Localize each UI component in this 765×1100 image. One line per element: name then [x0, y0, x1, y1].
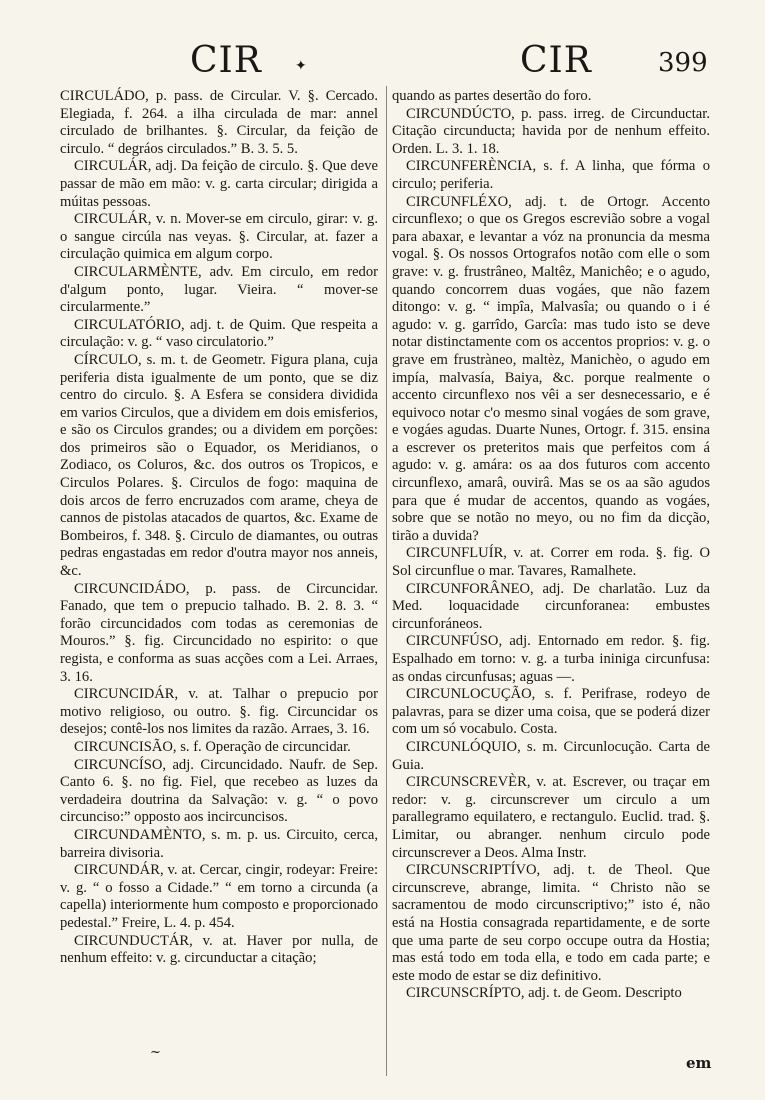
dictionary-entry: CIRCULÁDO, p. pass. de Circular. V. §. Cercado. Elegiada, f. 264. a ilha circulada de mar: annel circulado de brilhantes. §. Circular, da feição de circulo. “ degráos circulados.” B. 3. 5. 5. [60, 88, 378, 157]
dictionary-entry: CIRCUNDÁR, v. at. Cercar, cingir, rodeyar: Freire: v. g. “ o fosso a Cidade.” “ em torno a circunda (a capella) interiormente hum composto e proporcionado pedestal.” Freire, L. 4. p. 454. [60, 862, 378, 931]
dictionary-entry: CIRCULATÓRIO, adj. t. de Quim. Que respeita a circulação: v. g. “ vaso circulatorio.” [60, 316, 378, 351]
dictionary-entry: CIRCUNSCRIPTÍVO, adj. t. de Theol. Que circunscreve, abrange, limita. “ Christo não se sacramentou de modo circunscriptivo;” isto é, não está na Hostia consagrada repartidamente, e de sorte que uma parte de seu corpo occupe outra da Hostia; mas está todo em toda ella, e todo em cada parte; e este modo de estar se diz definitivo. [392, 862, 710, 984]
dictionary-entry: CIRCUNLOCUÇÃO, s. f. Perifrase, rodeyo de palavras, para se dizer uma coisa, que se poderá dizer com um só vocabulo. Costa. [392, 686, 710, 738]
running-head-left: CIR [190, 40, 262, 81]
dictionary-entry: CÍRCULO, s. m. t. de Geometr. Figura plana, cuja periferia dista igualmente de um ponto, que se diz centro do circulo. §. A Esfera se considera dividida em varios Circulos, que a dividem em dois emisferios, e são os Circulos grandes; ou a dividem em porções: dos primeiros são o Equador, os Meridianos, o Zodiaco, os Coluros, &c. dos outros os Tropicos, e Circulos Polares. §. Circulos de fogo: maquina de dois arcos de ferro encruzados com arame, cheya de cannos de pistolas atacados de quartos, &c. Exame de Bombeiros, f. 348. §. Circulo de diamantes, ou outras pedras engastadas em redor d'outra mayor nos anneis, &c. [60, 351, 378, 580]
dictionary-entry: CIRCUNFLÉXO, adj. t. de Ortogr. Accento circunflexo; o que os Gregos escrevião sobre a vogal para abaxar, e levantar a vóz na pronuncia da mesma vogal. §. Os nossos Ortografos notão com elle o som grave: v. g. frustrâneo, Maltêz, Manichêo; e o agudo, quando concorrem duas vogáes, que não fazem ditongo: v. g. “ impîa, Malvasîa; ou quando o i é agudo: v. g. garrîdo, Garcîa: mas tudo isto se deve notar distinctamente com os accentos proprios: v. g. o grave em frustràneo, maltèz, Manichèo, o agudo em impía, malvasía, Baiya, &c. porque realmente o accento circunflexo nos vêi a ser desnecessario, e é equivoco notar c'o mesmo sinal vogáes de som grave, e vogáes agudas. Duarte Nunes, Ortogr. f. 315. ensina a escrever os preteritos mais que perfeitos com á agudo: v. g. amára: os aa dos futuros com accento circunflexo, amarâ, ouvirâ. Mas se os aa são agudos para que é mudar de accentos, quando as vogáes, sobre que se notão no meyo, ou no fim da dicção, tirão a duvida? [392, 193, 710, 544]
dictionary-entry: quando as partes desertão do foro. [392, 88, 592, 104]
catchword: em [686, 1054, 712, 1072]
dictionary-entry: CIRCUNCIDÁDO, p. pass. de Circuncidar. Fanado, que tem o prepucio talhado. B. 2. 8. 3. “ forão circuncidados com todas as ceremonias de Mouros.” §. fig. Circuncidado no espirito: o que regista, e conforma as suas acções com a Lei. Arraes, 3. 16. [60, 580, 378, 685]
column-divider [386, 86, 387, 1076]
dictionary-entry: CIRCUNLÓQUIO, s. m. Circunlocução. Carta de Guia. [392, 738, 710, 773]
dictionary-entry: CIRCUNFLUÍR, v. at. Correr em roda. §. fig. O Sol circunflue o mar. Tavares, Ramalhete. [392, 545, 710, 580]
ornament-mark: ✦ [295, 58, 307, 74]
signature-mark: ~ [150, 1045, 161, 1060]
running-head-right: CIR [520, 40, 592, 81]
left-column [60, 88, 378, 968]
dictionary-entry: CIRCUNCÍSO, adj. Circuncidado. Naufr. de Sep. Canto 6. §. no fig. Fiel, que recebeo as luzes da verdadeira doutrina da Salvação: v. g. “ o povo circunciso:” opposto aos incircuncisos. [60, 756, 378, 826]
dictionary-entry: CIRCUNCIDÁR, v. at. Talhar o prepucio por motivo religioso, ou outro. §. fig. Circuncidar os desejos; contê-los nos limites da razão. Arraes, 3. 16. [60, 686, 378, 738]
dictionary-entry: CIRCUNDÚCTO, p. pass. irreg. de Circunductar. Citação circunducta; havida por de nenhum effeito. Orden. L. 3. 1. 18. [392, 105, 710, 157]
dictionary-entry: CIRCULARMÈNTE, adv. Em circulo, em redor d'algum ponto, lugar. Vieira. “ mover-se circularmente.” [60, 263, 378, 316]
dictionary-entry: CIRCUNDUCTÁR, v. at. Haver por nulla, de nenhum effeito: v. g. circunductar a citação; [60, 932, 378, 967]
dictionary-entry: CIRCUNSCREVÈR, v. at. Escrever, ou traçar em redor: v. g. circunscrever um circulo a um parallegramo equilatero, e rectangulo. Euclid. trad. §. Limitar, ou abranger. nenhum circulo pode circunscrever a Deos. Alma Instr. [392, 774, 710, 861]
page-number: 399 [658, 48, 708, 78]
dictionary-entry: CIRCULÁR, adj. Da feição de circulo. §. Que deve passar de mão em mão: v. g. carta circular; dirigida a múitas pessoas. [60, 158, 378, 210]
dictionary-entry: CIRCULÁR, v. n. Mover-se em circulo, girar: v. g. o sangue circúla nas veyas. §. Circular, at. fazer a circulação quimica em algum corpo. [60, 211, 378, 263]
dictionary-entry: CIRCUNFÚSO, adj. Entornado em redor. §. fig. Espalhado em torno: v. g. a turba ininiga circunfusa: as ondas circunfusas; aguas —. [392, 633, 710, 685]
dictionary-entry: CIRCUNSCRÍPTO, adj. t. de Geom. Descripto [406, 985, 682, 1002]
dictionary-entry: CIRCUNFERÈNCIA, s. f. A linha, que fórma o circulo; periferia. [392, 158, 710, 192]
dictionary-entry: CIRCUNFORÂNEO, adj. De charlatão. Luz da Med. loquacidade circunforanea: embustes circunforáneos. [392, 580, 710, 632]
right-column [392, 88, 710, 1003]
dictionary-entry: CIRCUNCISÃO, s. f. Operação de circuncidar. [74, 738, 351, 755]
dictionary-entry: CIRCUNDAMÈNTO, s. m. p. us. Circuito, cerca, barreira divisoria. [60, 826, 378, 861]
